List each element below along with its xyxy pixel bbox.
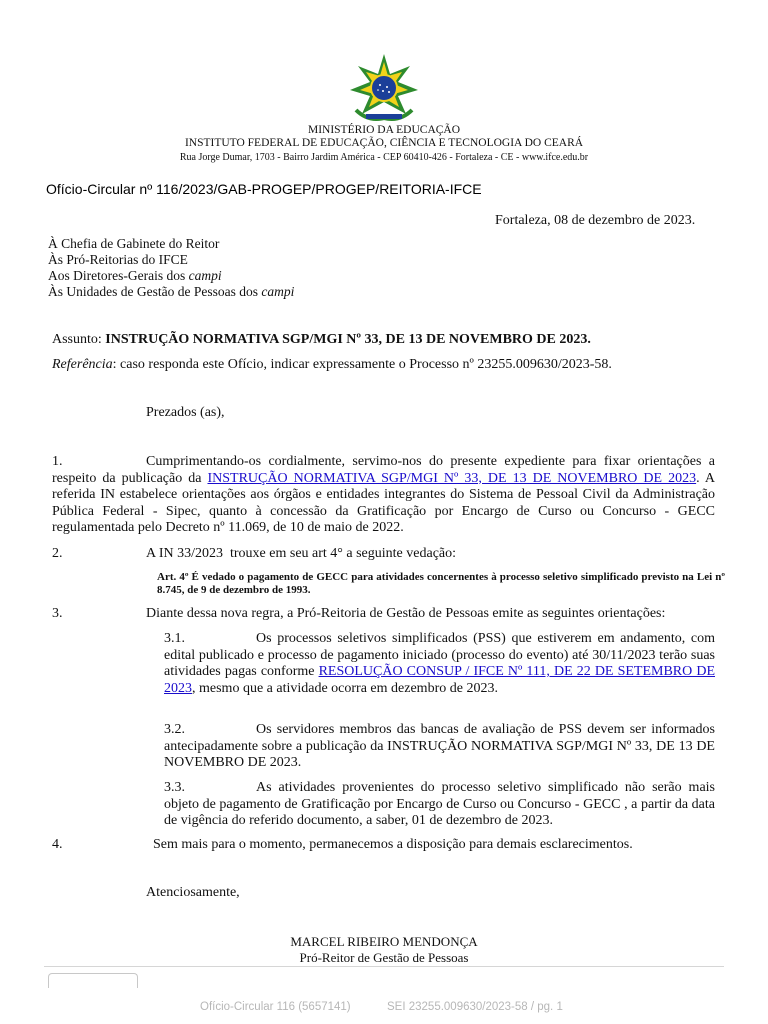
- document-number: Ofício-Circular nº 116/2023/GAB-PROGEP/PROGEP/REITORIA-IFCE: [46, 181, 482, 197]
- recipient-item: Aos Diretores-Gerais dos campi: [48, 268, 222, 283]
- paragraph-1: 1. Cumprimentando-os cordialmente, servimo-nos do presente expediente para fixar orientações a respeito da publicação da INSTRUÇÃO NORMATIVA SGP/MGI Nº 33, DE 13 DE NOVEMBRO DE 2023. A referida IN estabelece orientações aos órgãos e entidades integrantes do Sistema de Pessoal Civil da Administração Pública Federal - Sipec, quanto à concessão da Gratificação por Encargo de Curso ou Concurso - GECC regulamentada pelo Decreto nº 11.069, de 10 de maio de 2022.: [52, 454, 715, 535]
- signer-role: Pró-Reitor de Gestão de Pessoas: [299, 950, 469, 965]
- footer-sei-page: SEI 23255.009630/2023-58 / pg. 1: [387, 1001, 563, 1013]
- recipient-item: Às Pró-Reitorias do IFCE: [48, 252, 188, 267]
- recipients-list: [48, 236, 294, 300]
- quote-article: Art. 4º É vedado o pagamento de GECC para atividades concernentes à processo seletivo simplificado previsto na Lei nº 8.745, de 9 de dezembro de 1993.: [157, 571, 725, 596]
- brasao-emblem-icon: [344, 52, 424, 124]
- recipient-item: À Chefia de Gabinete do Reitor: [48, 236, 220, 251]
- subject-line: [52, 332, 591, 348]
- recipient-item: Às Unidades de Gestão de Pessoas dos campi: [48, 284, 295, 299]
- paragraph-4-number: 4.: [52, 837, 63, 852]
- date-line: Fortaleza, 08 de dezembro de 2023.: [495, 213, 696, 228]
- subitem-number: 3.3.: [164, 780, 185, 795]
- subject-text: INSTRUÇÃO NORMATIVA SGP/MGI Nº 33, DE 13 DE NOVEMBRO DE 2023.: [105, 332, 591, 347]
- instrucao-normativa-link[interactable]: INSTRUÇÃO NORMATIVA SGP/MGI Nº 33, DE 13 DE NOVEMBRO DE 2023: [207, 470, 697, 486]
- institute-name: INSTITUTO FEDERAL DE EDUCAÇÃO, CIÊNCIA E TECNOLOGIA DO CEARÁ: [184, 137, 584, 149]
- footer-doc-id: Ofício-Circular 116 (5657141): [200, 1001, 351, 1013]
- reference-label: Referência: [52, 357, 113, 372]
- paragraph-2-number: 2.: [52, 546, 63, 561]
- subitem-3-2: 3.2. Os servidores membros das bancas de avaliação de PSS devem ser informados antecipadamente sobre a publicação da INSTRUÇÃO NORMATIVA SGP/MGI Nº 33, DE 13 DE NOVEMBRO DE 2023.: [164, 722, 715, 770]
- reference-line: [52, 357, 612, 373]
- subitem-number: 3.1.: [164, 631, 185, 646]
- subitem-number: 3.2.: [164, 722, 185, 737]
- signature-stamp-box: [48, 973, 138, 988]
- subitem-3-1: 3.1. Os processos seletivos simplificados (PSS) que estiverem em andamento, com edital publicado e processo de pagamento iniciado (processo do evento) até 30/11/2023 terão suas atividades pagas conforme RESOLUÇÃO CONSUP / IFCE Nº 111, DE 22 DE SETEMBRO DE 2023, mesmo que a atividade ocorra em dezembro de 2023.: [164, 631, 716, 696]
- subitem-3-3: 3.3. As atividades provenientes do processo seletivo simplificado não serão mais objeto de pagamento de Gratificação por Encargo de Curso ou Concurso - GECC , a partir da data de vigência do referido documento, a saber, 01 de dezembro de 2023.: [164, 780, 715, 828]
- paragraph-number: 1.: [52, 454, 63, 469]
- resolucao-consup-link[interactable]: RESOLUÇÃO CONSUP / IFCE Nº 111, DE 22 DE SETEMBRO DE 2023: [164, 664, 716, 696]
- paragraph-2-text: A IN 33/2023 trouxe em seu art 4° a seguinte vedação:: [146, 546, 457, 561]
- paragraph-4-text: Sem mais para o momento, permanecemos a disposição para demais esclarecimentos.: [153, 837, 633, 852]
- paragraph-3-number: 3.: [52, 606, 63, 621]
- greeting: Prezados (as),: [146, 405, 225, 420]
- footer-divider: [44, 966, 724, 967]
- closing: Atenciosamente,: [146, 885, 240, 900]
- reference-text: : caso responda este Ofício, indicar expressamente o Processo nº 23255.009630/2023-58.: [112, 357, 612, 372]
- signer-name: MARCEL RIBEIRO MENDONÇA: [290, 934, 478, 949]
- institute-address: Rua Jorge Dumar, 1703 - Bairro Jardim América - CEP 60410-426 - Fortaleza - CE - www.ifce.edu.br: [179, 152, 589, 163]
- ministry-name: MINISTÉRIO DA EDUCAÇÃO: [307, 124, 461, 136]
- paragraph-3-text: Diante dessa nova regra, a Pró-Reitoria de Gestão de Pessoas emite as seguintes orientações:: [146, 606, 666, 621]
- subject-label: Assunto:: [52, 332, 106, 347]
